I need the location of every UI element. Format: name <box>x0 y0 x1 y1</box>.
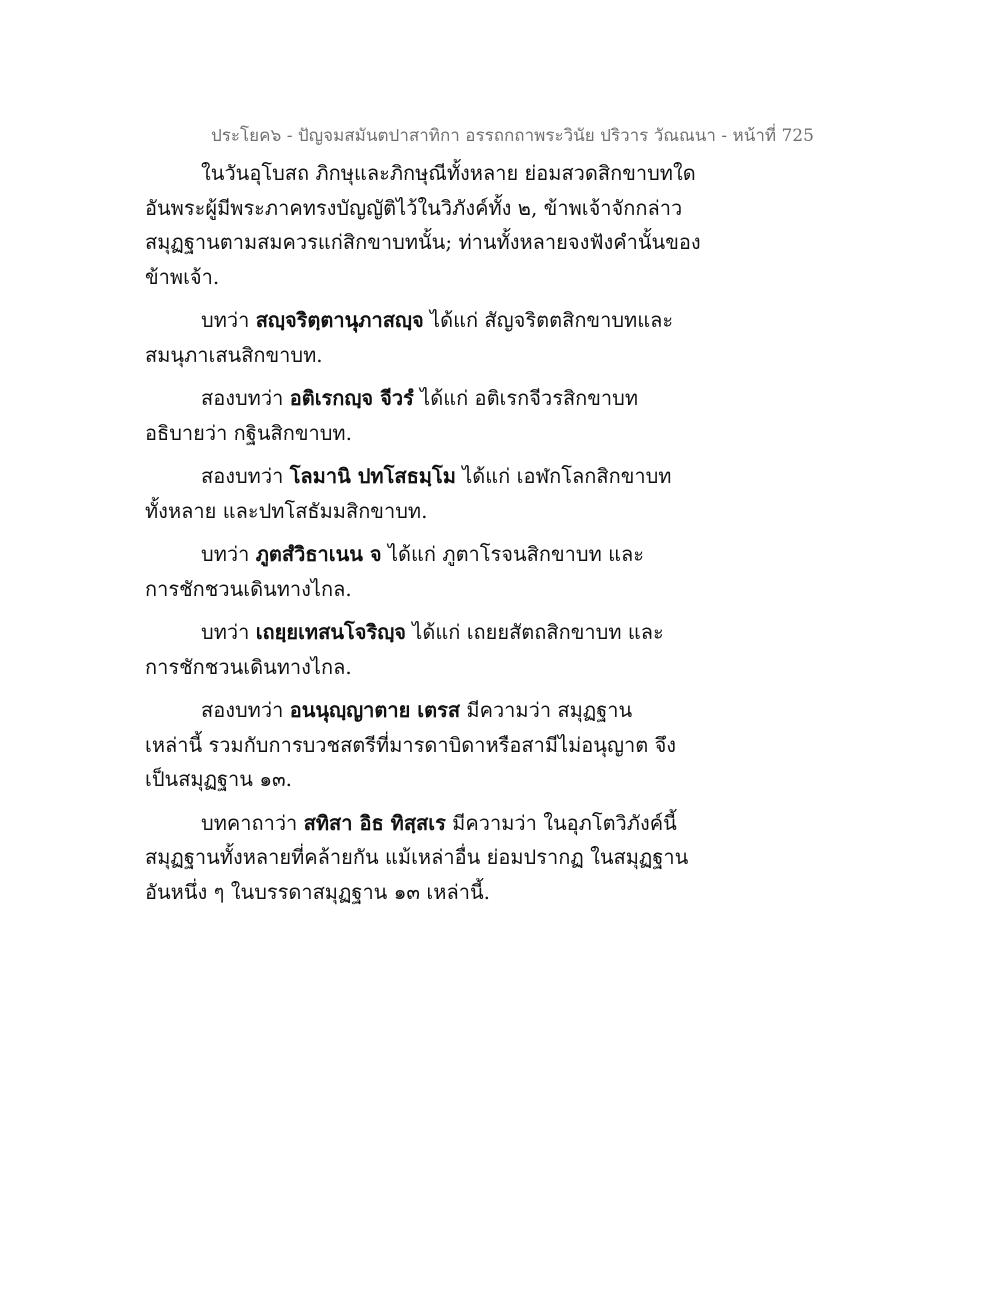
text-segment: สองบทว่า <box>201 386 290 410</box>
text-line <box>145 225 701 260</box>
text-segment: ข้าพเจ้า. <box>145 264 220 289</box>
paragraph <box>145 615 675 684</box>
bold-term: โลมานิ ปทโสธมฺโม <box>289 464 456 488</box>
text-segment: สมุฏฐานตามสมควรแก่สิกขาบทนั้น; ท่านทั้งหลายจงฟังคำนั้นของ <box>145 230 701 254</box>
text-line <box>145 806 675 841</box>
text-line <box>145 416 675 451</box>
text-segment: สมุฏฐานทั้งหลายที่คล้ายกัน แม้เหล่าอื่น ย่อมปรากฏ ในสมุฏฐาน <box>145 845 689 869</box>
paragraph <box>145 693 675 797</box>
text-segment: การชักชวนเดินทางไกล. <box>145 576 352 601</box>
text-segment: การชักชวนเดินทางไกล. <box>145 654 352 679</box>
paragraph <box>145 156 701 294</box>
text-segment: มีความว่า ในอุภโตวิภังค์นี้ <box>445 810 677 835</box>
bold-term: สทิสา อิธ ทิสฺสเร <box>303 810 446 835</box>
paragraph <box>145 537 675 606</box>
text-line <box>145 572 675 607</box>
text-line <box>145 260 675 295</box>
text-line <box>145 762 675 797</box>
text-segment: อันหนึ่ง ๆ ในบรรดาสมุฏฐาน ๑๓ เหล่านี้. <box>145 879 490 904</box>
text-segment: อันพระผู้มีพระภาคทรงบัญญัติไว้ในวิภังค์ทั้ง ๒, ข้าพเจ้าจักกล่าว <box>145 195 683 220</box>
text-line <box>145 303 675 338</box>
text-line <box>145 494 675 529</box>
text-segment: บทว่า <box>201 542 256 566</box>
text-segment: เป็นสมุฏฐาน ๑๓. <box>145 767 293 791</box>
text-segment: บทว่า <box>201 620 256 644</box>
text-line <box>145 537 675 572</box>
document-body <box>145 156 701 918</box>
text-line <box>145 728 675 763</box>
text-line <box>145 338 675 373</box>
text-segment: อธิบายว่า กฐินสิกขาบท. <box>145 420 352 445</box>
page-header-text: ประโยค๖ - ปัญจมสมันตปาสาทิกา อรรถกถาพระวินัย ปริวาร วัณณนา - หน้าที่ 725 <box>211 126 814 146</box>
text-segment: บทคาถาว่า <box>201 810 304 835</box>
text-segment: ได้แก่ เอฬกโลกสิกขาบท <box>455 464 672 488</box>
text-segment: ได้แก่ เถยยสัตถสิกขาบท และ <box>405 620 664 644</box>
paragraph <box>145 303 675 372</box>
text-line <box>145 615 675 650</box>
text-segment: ได้แก่ สัญจริตตสิกขาบทและ <box>423 308 674 332</box>
text-segment: สองบทว่า <box>201 698 290 722</box>
text-line <box>145 459 675 494</box>
paragraph <box>145 381 675 450</box>
text-line <box>145 156 696 191</box>
text-line <box>145 650 675 685</box>
bold-term: อนนุญฺญาตาย เตรส <box>289 698 461 722</box>
paragraph <box>145 459 675 528</box>
paragraph <box>145 806 689 910</box>
bold-term: สญฺจริตฺตานุภาสญฺจ <box>255 308 424 332</box>
text-segment: สมนุภาเสนสิกขาบท. <box>145 342 323 367</box>
text-segment: ได้แก่ อติเรกจีวรสิกขาบท <box>413 386 639 410</box>
text-segment: เหล่านี้ รวมกับการบวชสตรีที่มารดาบิดาหรือสามีไม่อนุญาต จึง <box>145 732 677 757</box>
text-segment: สองบทว่า <box>201 464 290 488</box>
bold-term: เถยฺยเทสนโจริญฺจ <box>255 620 406 644</box>
bold-term: ภูตสํวิธาเนน จ <box>255 542 382 566</box>
text-segment: ในวันอุโบสถ ภิกษุและภิกษุณีทั้งหลาย ย่อมสวดสิกขาบทใด <box>201 161 696 185</box>
text-segment: บทว่า <box>201 308 256 332</box>
text-line <box>145 381 675 416</box>
text-segment: ทั้งหลาย และปทโสธัมมสิกขาบท. <box>145 498 428 523</box>
text-line <box>145 840 689 875</box>
text-segment: ได้แก่ ภูตาโรจนสิกขาบท และ <box>381 542 645 566</box>
bold-term: อติเรกญฺจ จีวรํ <box>289 386 414 410</box>
text-line <box>145 191 683 226</box>
text-line <box>145 875 675 910</box>
text-line <box>145 693 675 728</box>
text-segment: มีความว่า สมุฏฐาน <box>460 698 633 722</box>
page-header <box>211 122 814 149</box>
